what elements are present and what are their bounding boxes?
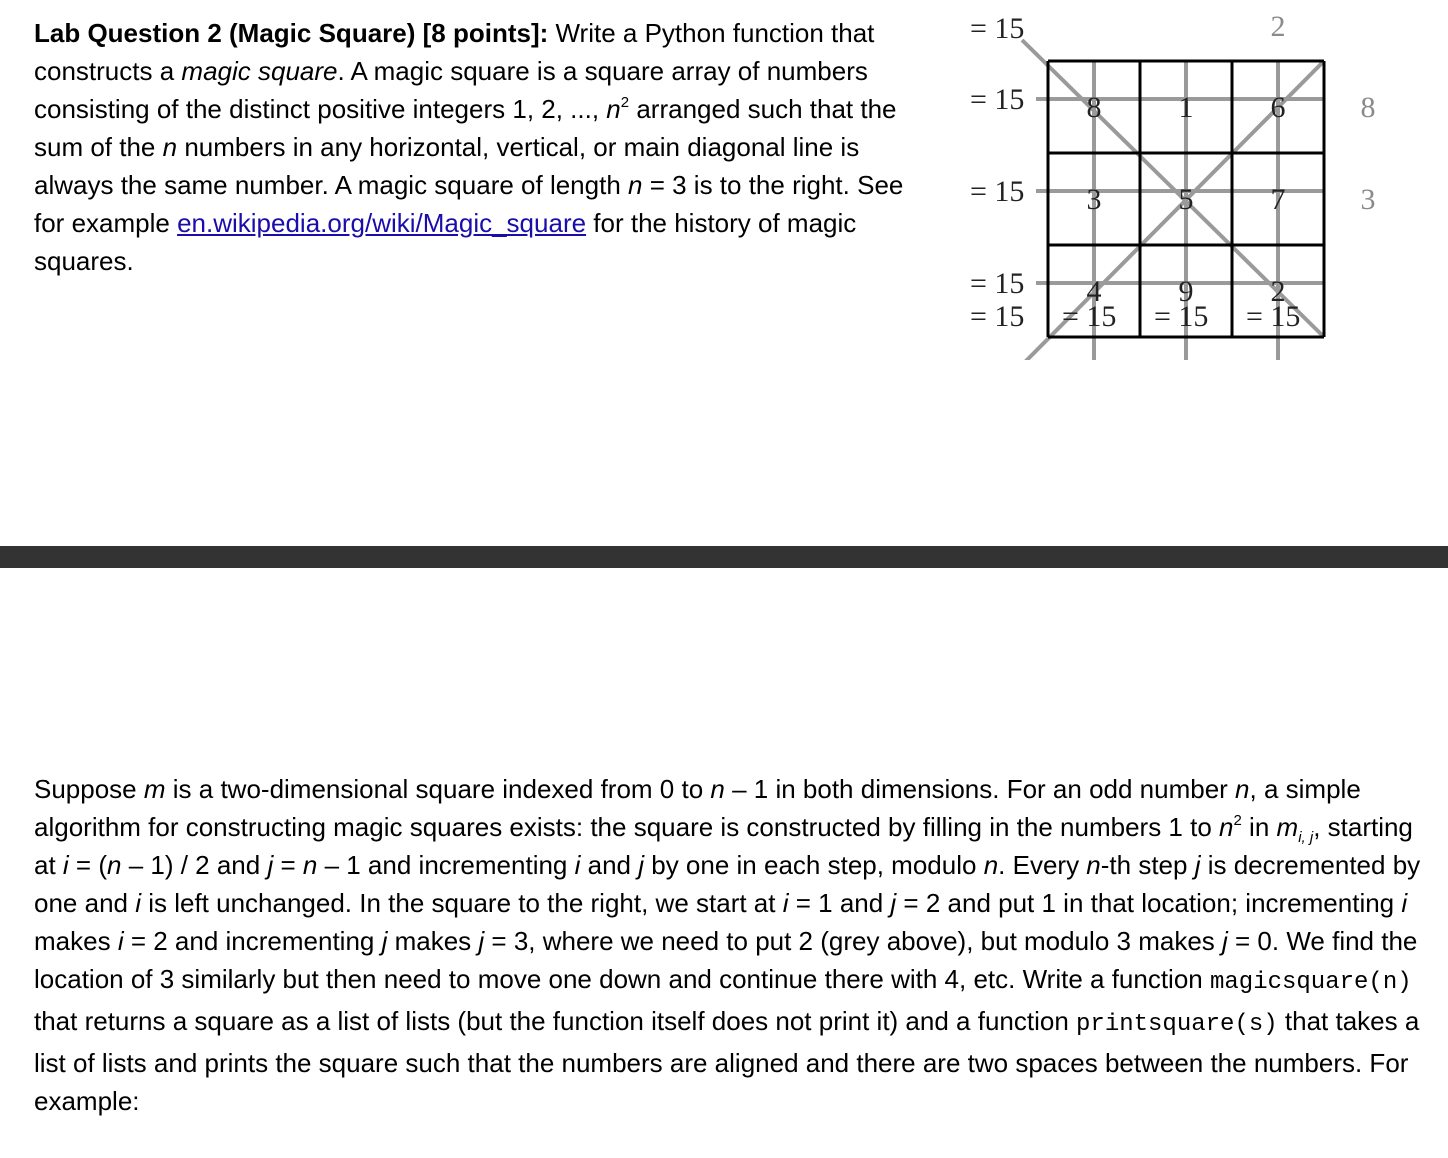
cell-number: 8 — [1086, 91, 1102, 124]
column-sum-label: = 15 — [1246, 300, 1301, 333]
intro-paragraph: Lab Question 2 (Magic Square) [8 points]: Write a Python function that constructs a magic square. A magic square is a square array of numbers consisting of the distinct positive integers 1, 2, ..., $n^2$ arranged such that the sum of the n numbers in any horizontal, vertical, or main diagonal line is always the same number. A magic square of length n = 3 is to the right. See for example en.wikipedia.org/wiki/Magic_square for the history of magic squares. — [34, 18, 904, 276]
column-sum-label: = 15 — [1154, 300, 1209, 333]
cell-number: 6 — [1270, 91, 1286, 124]
wrap-number-top: 2 — [1270, 10, 1286, 43]
row-sum-label: = 15 — [970, 267, 1025, 300]
column-sum-label: = 15 — [970, 300, 1025, 333]
cell-number: 9 — [1178, 275, 1194, 308]
cell-number: 7 — [1270, 183, 1286, 216]
magicsquare-code: magicsquare(n) — [1209, 969, 1412, 996]
algorithm-paragraph: Suppose m is a two-dimensional square indexed from 0 to n – 1 in both dimensions. For an odd number n, a simple algorithm for constructing magic squares exists: the square is constructed by filling in the numbers 1 to $n^2$ in $m_{i, j}$, starting at i = (n – 1) / 2 and j = n – 1 and incrementing i and j by one in each step, modulo n. Every n-th step j is decremented by one and i is left unchanged. In the square to the right, we start at i = 1 and j = 2 and put 1 in that location; incrementing i makes i = 2 and incrementing j makes j = 3, where we need to put 2 (grey above), but modulo 3 makes j = 0. We find the location of 3 similarly but then need to move one down and continue there with 4, etc. Write a function magicsquare(n) that returns a square as a list of lists (but the function itself does not print it) and a function printsquare(s) that takes a list of lists and prints the square such that the numbers are aligned and there are two spaces between the numbers. For example: — [34, 774, 1421, 1116]
cell-number: 3 — [1086, 183, 1102, 216]
wrap-number-right: 8 — [1360, 91, 1376, 124]
cell-number: 2 — [1270, 275, 1286, 308]
diagonal-sum-label: = 15 — [970, 12, 1025, 45]
question-title: Lab Question 2 (Magic Square) [8 points]: — [34, 18, 549, 48]
magic-square-figure — [940, 0, 1420, 360]
wikipedia-link[interactable]: en.wikipedia.org/wiki/Magic_square — [177, 208, 587, 238]
wrap-number-right: 3 — [1360, 183, 1376, 216]
column-sum-label: = 15 — [1062, 300, 1117, 333]
row-sum-label: = 15 — [970, 175, 1025, 208]
cell-number: 5 — [1178, 183, 1194, 216]
cell-number: 4 — [1086, 275, 1102, 308]
cell-number: 1 — [1178, 91, 1194, 124]
row-sum-label: = 15 — [970, 83, 1025, 116]
divider-bar — [0, 546, 1448, 568]
printsquare-code: printsquare(s) — [1076, 1011, 1278, 1038]
